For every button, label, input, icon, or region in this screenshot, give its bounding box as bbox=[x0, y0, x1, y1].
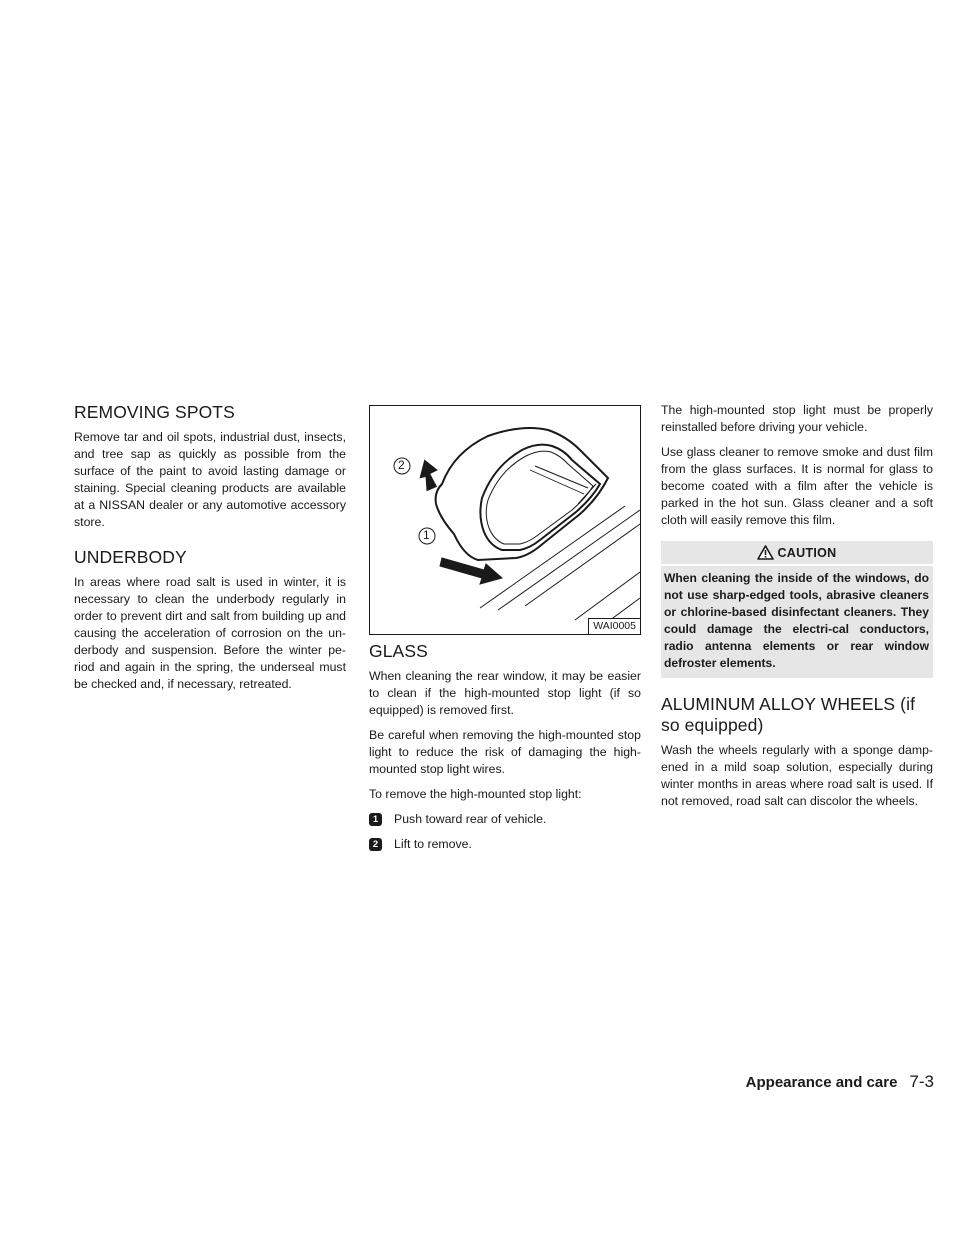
middle-column bbox=[369, 402, 641, 861]
caution-box bbox=[661, 541, 933, 678]
left-column bbox=[74, 402, 346, 701]
wheels-body: Wash the wheels regularly with a sponge damp-ened in a mild soap solution, especially during winter months in areas where road salt is used. If not removed, road salt can discolor the wheels. bbox=[661, 743, 933, 808]
page-number: 7-3 bbox=[909, 1072, 934, 1091]
wheels-heading: ALUMINUM ALLOY WHEELS (if so equipped) bbox=[661, 694, 916, 735]
figure-label-1: 1 bbox=[423, 528, 430, 542]
caution-divider bbox=[661, 564, 933, 566]
glass-para-2: Be careful when removing the high-mounted stop light to reduce the risk of damaging the high-mounted stop light wires. bbox=[369, 728, 641, 776]
glass-para-1: When cleaning the rear window, it may be easier to clean if the high-mounted stop light (if so equipped) is removed first. bbox=[369, 669, 641, 717]
page-footer bbox=[746, 1072, 934, 1092]
step-text: Push toward rear of vehicle. bbox=[394, 812, 547, 826]
stop-light-illustration bbox=[369, 405, 641, 635]
glass-heading: GLASS bbox=[369, 641, 428, 661]
footer-section-title: Appearance and care bbox=[745, 1074, 898, 1091]
underbody-body: In areas where road salt is used in winter, it is necessary to clean the underbody regularly in order to prevent dirt and salt from building up and causing the acceleration of corrosion on the un-derbody and suspension. Before the winter pe-riod and again in the spring, the underseal must be checked and, if necessary, retreated. bbox=[74, 575, 346, 691]
glass-para-5: Use glass cleaner to remove smoke and dust film from the glass surfaces. It is normal for glass to become coated with a film after the vehicle is parked in the hot sun. Glass cleaner and a soft cloth will easily remove this film. bbox=[661, 445, 933, 527]
removing-spots-heading: REMOVING SPOTS bbox=[74, 402, 235, 422]
caution-text: When cleaning the inside of the windows, do not use sharp-edged tools, abrasive cleaners or chlorine-based disinfectant cleaners. They could damage the electri-cal conductors, radio antenna elements or rear window defroster elements. bbox=[664, 571, 929, 670]
underbody-heading: UNDERBODY bbox=[74, 547, 187, 567]
caution-title: CAUTION bbox=[777, 545, 837, 560]
caution-header bbox=[661, 541, 933, 564]
glass-para-4: The high-mounted stop light must be properly reinstalled before driving your vehicle. bbox=[661, 403, 933, 434]
figure-label-2: 2 bbox=[398, 458, 405, 472]
step-number-badge: 2 bbox=[369, 838, 382, 851]
warning-triangle-icon bbox=[757, 545, 774, 560]
removing-spots-body: Remove tar and oil spots, industrial dust, insects, and tree sap as quickly as possible from the surface of the paint to avoid lasting damage or staining. Special cleaning products are available at a NISSAN dealer or any automotive accessory store. bbox=[74, 430, 346, 529]
step-text: Lift to remove. bbox=[394, 837, 472, 851]
right-column bbox=[661, 402, 933, 818]
step-1 bbox=[369, 811, 641, 828]
step-2 bbox=[369, 836, 641, 853]
glass-para-3: To remove the high-mounted stop light: bbox=[369, 787, 582, 801]
step-number-badge: 1 bbox=[369, 813, 382, 826]
stop-light-drawing bbox=[370, 406, 640, 634]
figure-code: WAI0005 bbox=[588, 618, 640, 634]
